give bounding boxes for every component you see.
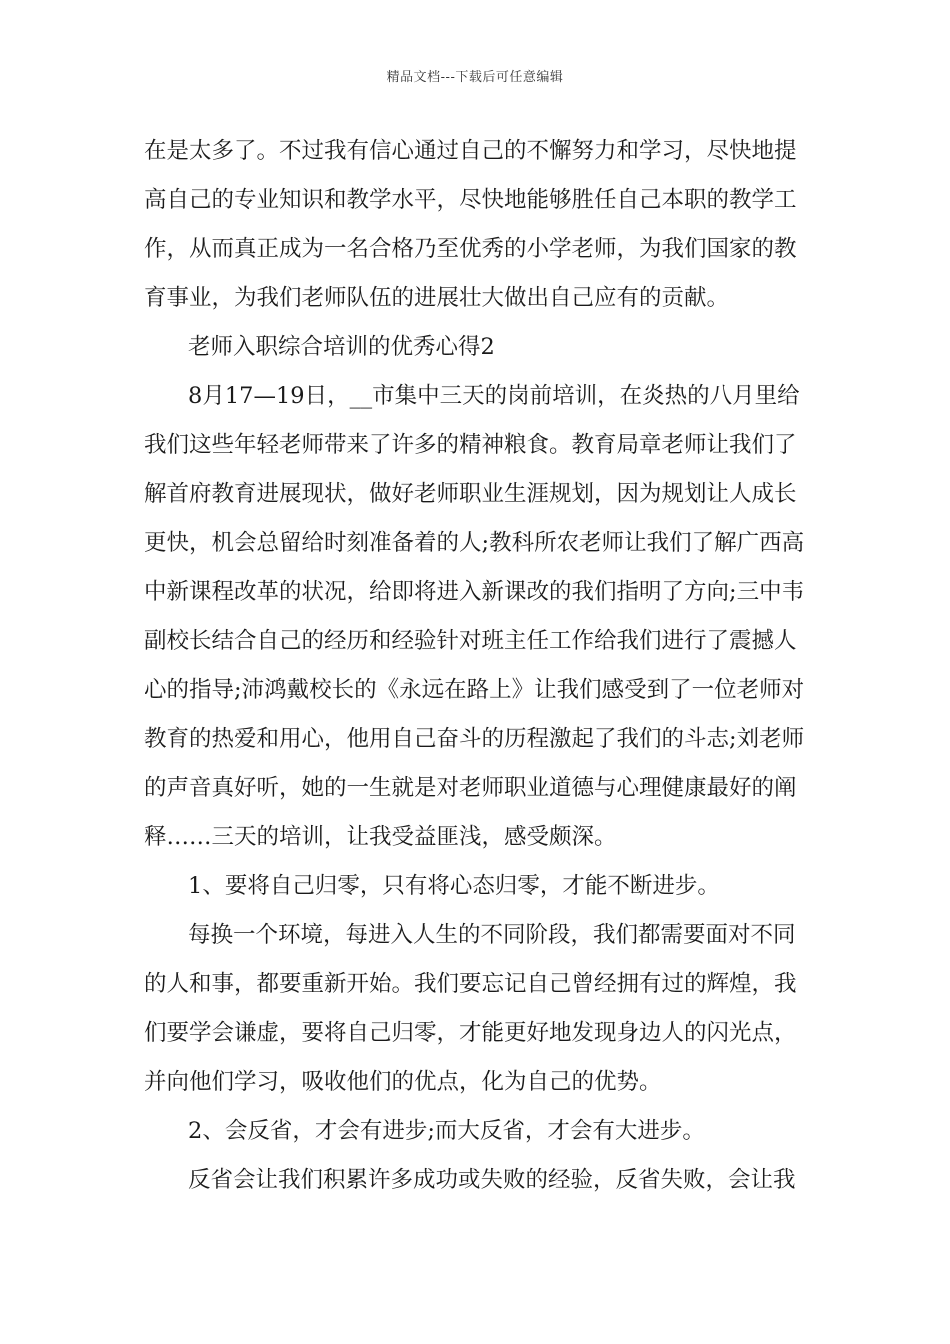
text-line: 中新课程改革的状况，给即将进入新课改的我们指明了方向;三中韦 (144, 579, 805, 605)
text-line: 们要学会谦虚，要将自己归零，才能更好地发现身边人的闪光点， (144, 1020, 797, 1046)
text-line: 的人和事，都要重新开始。我们要忘记自己曾经拥有过的辉煌，我 (144, 971, 797, 997)
numbered-point-2: 2、会反省，才会有进步;而大反省，才会有大进步。 (188, 1118, 705, 1144)
text-line: 教育的热爱和用心，他用自己奋斗的历程激起了我们的斗志;刘老师 (144, 726, 805, 752)
text-line: 更快，机会总留给时刻准备着的人;教科所农老师让我们了解广西高 (144, 530, 805, 556)
text-line: 副校长结合自己的经历和经验针对班主任工作给我们进行了震撼人 (144, 628, 797, 654)
paragraph-start: 反省会让我们积累许多成功或失败的经验，反省失败，会让我 (188, 1167, 796, 1193)
text-line: 心的指导;沛鸿戴校长的《永远在路上》让我们感受到了一位老师对 (144, 677, 805, 703)
text-line: 育事业，为我们老师队伍的进展壮大做出自己应有的贡献。 (144, 285, 730, 311)
text-line: 高自己的专业知识和教学水平，尽快地能够胜任自己本职的教学工 (144, 187, 797, 213)
text-line: 释……三天的培训，让我受益匪浅，感受颇深。 (144, 824, 617, 850)
text-line: 的声音真好听，她的一生就是对老师职业道德与心理健康最好的阐 (144, 775, 797, 801)
text-line: 我们这些年轻老师带来了许多的精神粮食。教育局章老师让我们了 (144, 432, 797, 458)
text-line: 作，从而真正成为一名合格乃至优秀的小学老师，为我们国家的教 (144, 236, 797, 262)
paragraph-start: 每换一个环境，每进入人生的不同阶段，我们都需要面对不同 (188, 922, 796, 948)
document-body (144, 127, 808, 1205)
text-line: 解首府教育进展现状，做好老师职业生涯规划，因为规划让人成长 (144, 481, 797, 507)
text-line: 并向他们学习，吸收他们的优点，化为自己的优势。 (144, 1069, 662, 1095)
numbered-point-1: 1、要将自己归零，只有将心态归零，才能不断进步。 (188, 873, 720, 899)
text-line: 在是太多了。不过我有信心通过自己的不懈努力和学习，尽快地提 (144, 138, 797, 164)
paragraph-start: 8月17—19日，__市集中三天的岗前培训，在炎热的八月里给 (188, 383, 800, 409)
section-title: 老师入职综合培训的优秀心得2 (188, 334, 495, 360)
page-header: 精品文档---下载后可任意编辑 (386, 70, 564, 85)
